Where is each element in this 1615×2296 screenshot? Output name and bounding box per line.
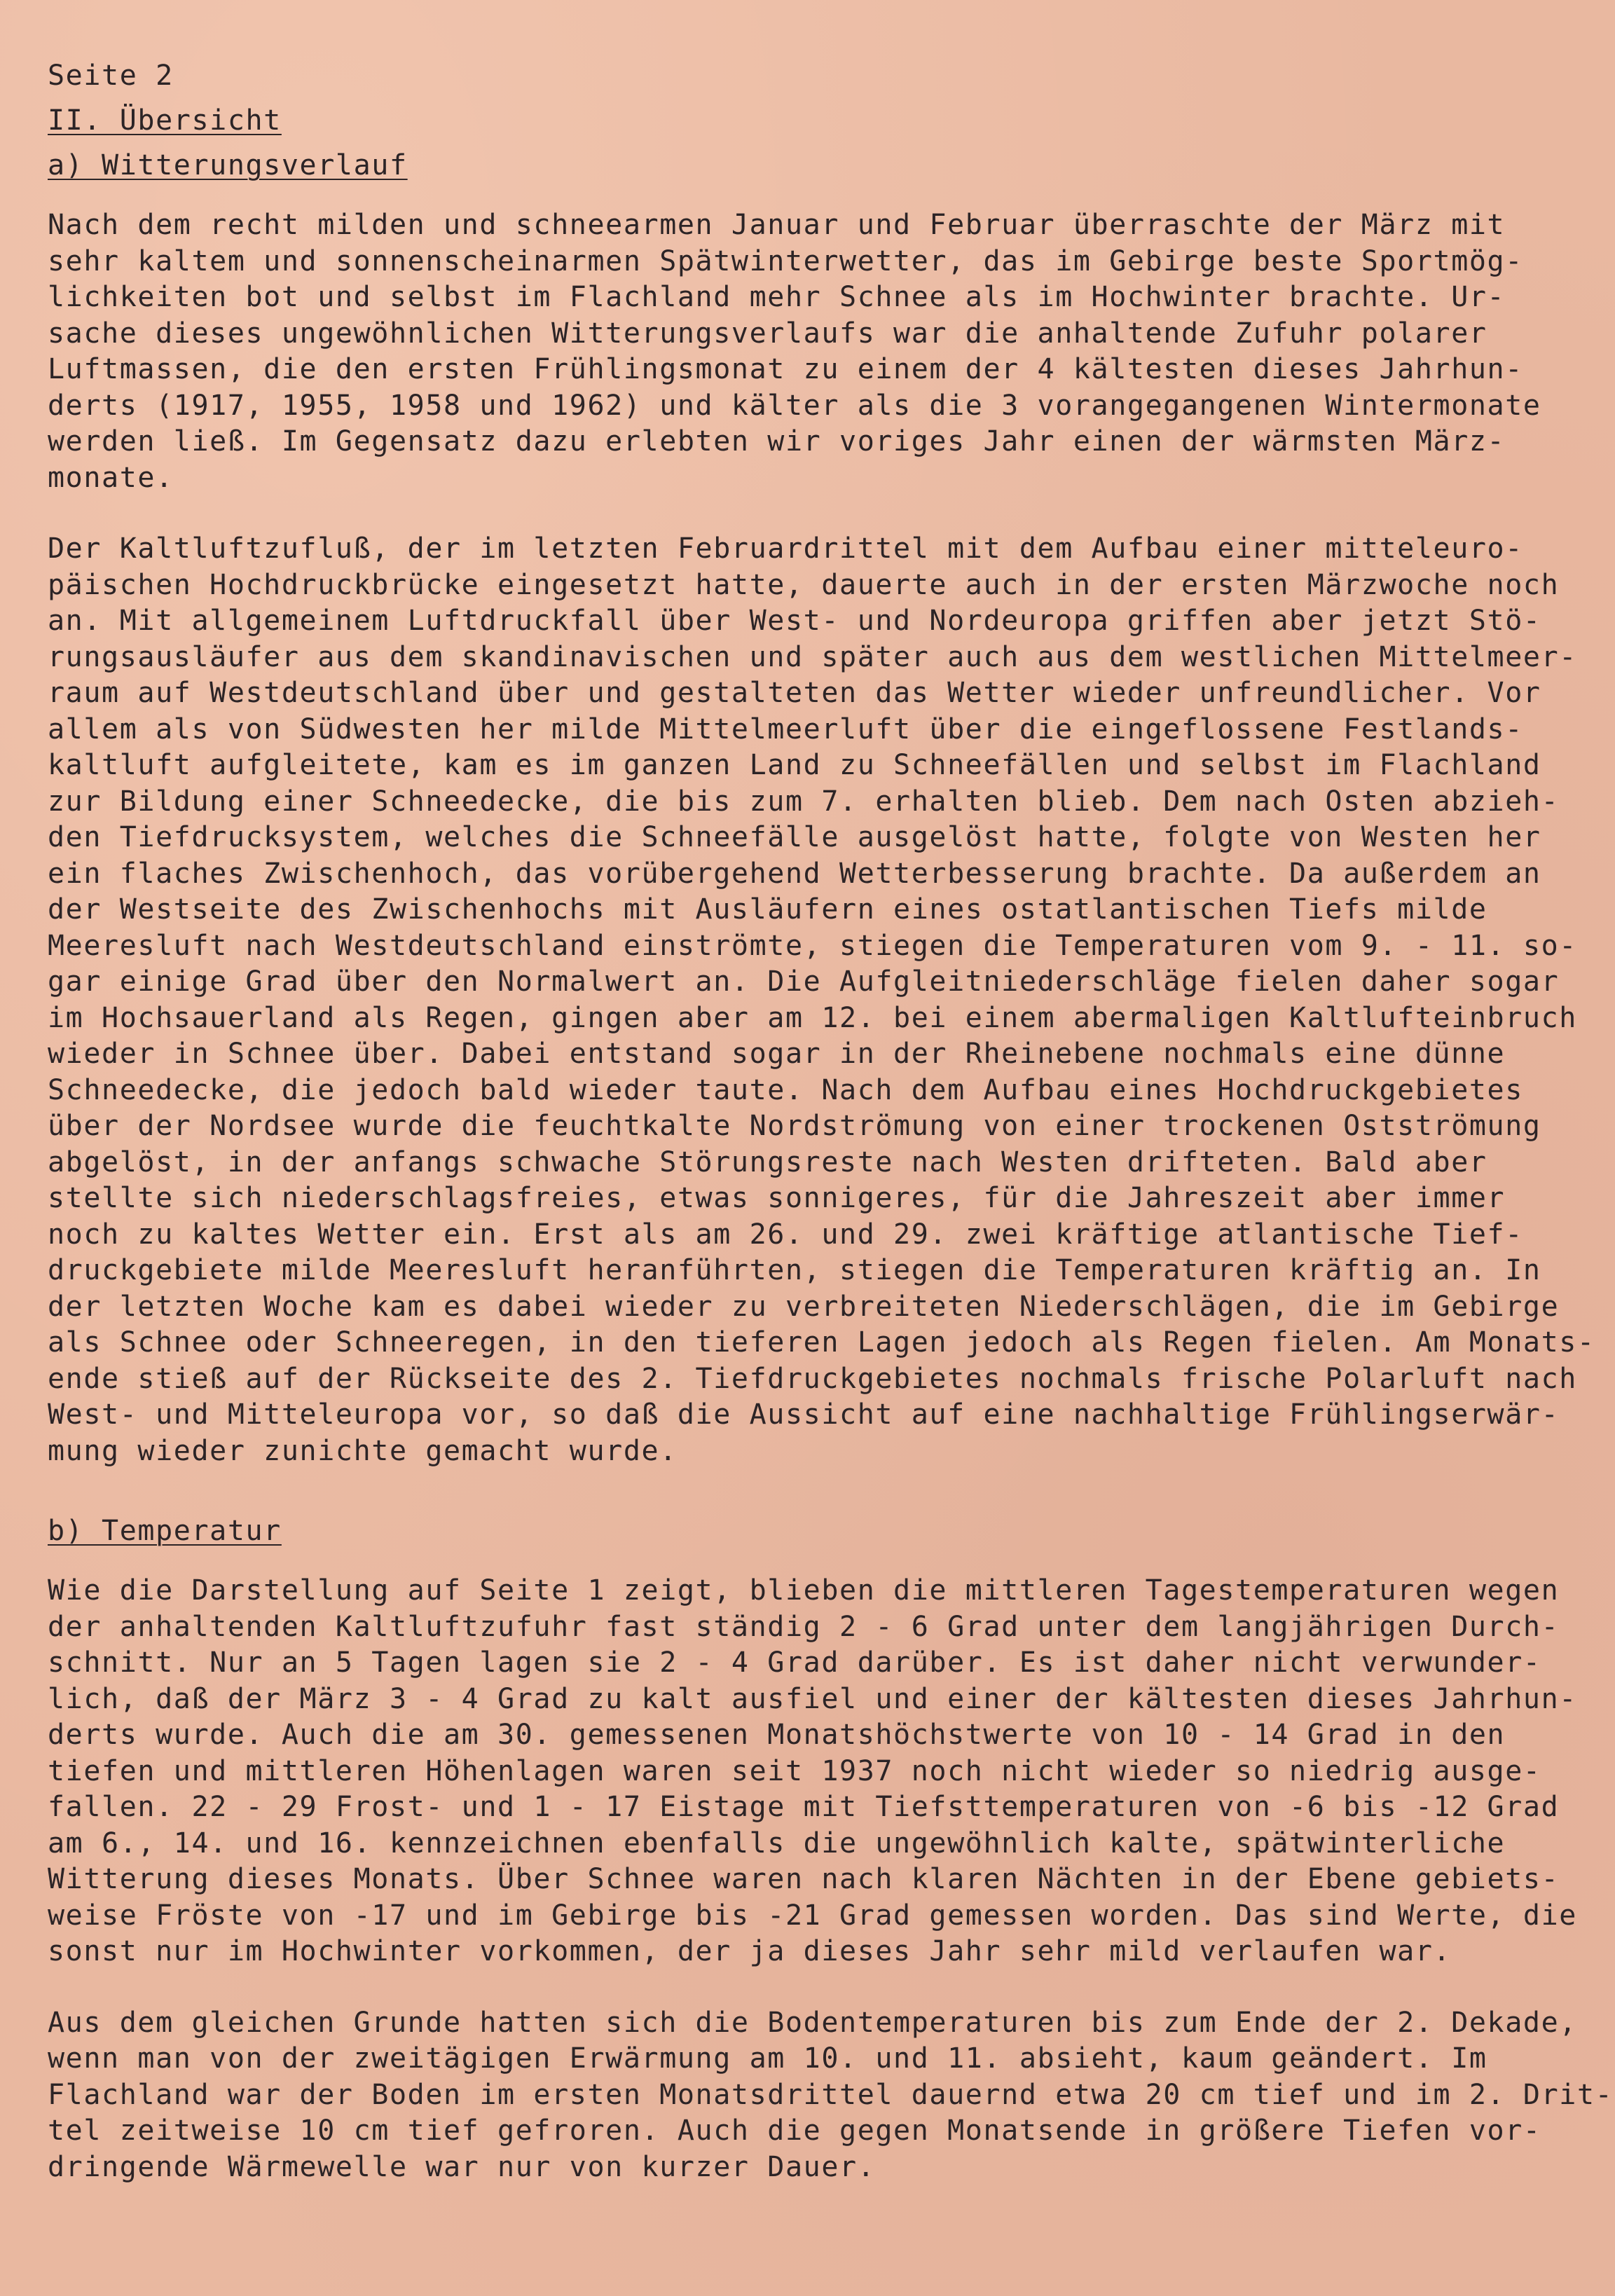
text-line: werden ließ. Im Gegensatz dazu erlebten wir voriges Jahr einen der wärmsten März- — [48, 425, 1506, 458]
text-line: derts (1917, 1955, 1958 und 1962) und kälter als die 3 vorangegangenen Wintermonate — [48, 389, 1541, 422]
text-line: weise Fröste von -17 und im Gebirge bis -21 Grad gemessen worden. Das sind Werte, die — [48, 1899, 1577, 1932]
spacer — [48, 188, 1615, 207]
text-line: wenn man von der zweitägigen Erwärmung am 10. und 11. absieht, kaum geändert. Im — [48, 2042, 1487, 2075]
witterungsverlauf-paragraph-2 — [48, 531, 1615, 1469]
text-line: Der Kaltluftzufluß, der im letzten Februardrittel mit dem Aufbau einer mitteleuro- — [48, 532, 1523, 565]
text-line: tel zeitweise 10 cm tief gefroren. Auch die gegen Monatsende in größere Tiefen vor- — [48, 2115, 1541, 2147]
text-line: wieder in Schnee über. Dabei entstand sogar in der Rheinebene nochmals eine dünne — [48, 1038, 1506, 1070]
text-line: rungsausläufer aus dem skandinavischen und später auch aus dem westlichen Mittelmeer- — [48, 640, 1577, 673]
text-line: druckgebiete milde Meeresluft heranführten, stiegen die Temperaturen kräftig an. In — [48, 1254, 1541, 1286]
text-line: gar einige Grad über den Normalwert an. Die Aufgleitniederschläge fielen daher sogar — [48, 965, 1560, 998]
text-line: abgelöst, in der anfangs schwache Störungsreste nach Westen drifteten. Bald aber — [48, 1146, 1487, 1178]
text-line: ende stieß auf der Rückseite des 2. Tiefdruckgebietes nochmals frische Polarluft nach — [48, 1362, 1577, 1395]
text-line: im Hochsauerland als Regen, gingen aber am 12. bei einem abermaligen Kaltlufteinbruch — [48, 1001, 1577, 1034]
text-line: kaltluft aufgleitete, kam es im ganzen Land zu Schneefällen und selbst im Flachland — [48, 749, 1541, 781]
text-line: Luftmassen, die den ersten Frühlingsmonat zu einem der 4 kältesten dieses Jahrhun- — [48, 353, 1523, 385]
text-line: zur Bildung einer Schneedecke, die bis zum 7. erhalten blieb. Dem nach Osten abzieh- — [48, 785, 1560, 818]
temperatur-paragraph-2 — [48, 2005, 1615, 2186]
subsection-title-witterungsverlauf: a) Witterungsverlauf — [48, 149, 408, 181]
text-line: Wie die Darstellung auf Seite 1 zeigt, blieben die mittleren Tagestemperaturen wegen — [48, 1574, 1560, 1607]
text-line: Aus dem gleichen Grunde hatten sich die Bodentemperaturen bis zum Ende der 2. Dekade, — [48, 2006, 1577, 2039]
text-line: päischen Hochdruckbrücke eingesetzt hatte, dauerte auch in der ersten Märzwoche noch — [48, 568, 1560, 601]
text-line: derts wurde. Auch die am 30. gemessenen Monatshöchstwerte von 10 - 14 Grad in den — [48, 1719, 1506, 1751]
text-line: tiefen und mittleren Höhenlagen waren seit 1937 noch nicht wieder so niedrig ausge- — [48, 1754, 1541, 1787]
subsection-title-temperatur: b) Temperatur — [48, 1515, 282, 1547]
text-line: der letzten Woche kam es dabei wieder zu verbreiteten Niederschlägen, die im Gebirge — [48, 1290, 1560, 1323]
text-line: mung wieder zunichte gemacht wurde. — [48, 1434, 678, 1467]
text-line: ein flaches Zwischenhoch, das vorübergehend Wetterbesserung brachte. Da außerdem an — [48, 857, 1541, 890]
text-line: am 6., 14. und 16. kennzeichnen ebenfalls die ungewöhnlich kalte, spätwinterliche — [48, 1827, 1506, 1860]
spacer — [48, 496, 1615, 531]
spacer — [48, 1553, 1615, 1573]
text-line: sonst nur im Hochwinter vorkommen, der ja dieses Jahr sehr mild verlaufen war. — [48, 1935, 1452, 1967]
text-line: lichkeiten bot und selbst im Flachland mehr Schnee als im Hochwinter brachte. Ur- — [48, 281, 1506, 313]
text-line: den Tiefdrucksystem, welches die Schneefälle ausgelöst hatte, folgte von Westen her — [48, 821, 1541, 853]
text-line: sehr kaltem und sonnenscheinarmen Spätwinterwetter, das im Gebirge beste Sportmög- — [48, 245, 1523, 277]
text-line: monate. — [48, 461, 174, 494]
page-number-label: Seite 2 — [48, 60, 174, 92]
temperatur-paragraph-1 — [48, 1573, 1615, 1970]
text-line: an. Mit allgemeinem Luftdruckfall über West- und Nordeuropa griffen aber jetzt Stö- — [48, 605, 1541, 637]
text-line: West- und Mitteleuropa vor, so daß die Aussicht auf eine nachhaltige Frühlingserwär- — [48, 1398, 1560, 1431]
text-line: als Schnee oder Schneeregen, in den tieferen Lagen jedoch als Regen fielen. Am Monats- — [48, 1326, 1595, 1359]
text-line: stellte sich niederschlagsfreies, etwas sonnigeres, für die Jahreszeit aber immer — [48, 1182, 1506, 1214]
text-line: Witterung dieses Monats. Über Schnee waren nach klaren Nächten in der Ebene gebiets- — [48, 1863, 1560, 1895]
typed-report-page — [48, 53, 1615, 2185]
text-line: über der Nordsee wurde die feuchtkalte Nordströmung von einer trockenen Ostströmung — [48, 1110, 1541, 1142]
text-line: sache dieses ungewöhnlichen Witterungsverlaufs war die anhaltende Zufuhr polarer — [48, 317, 1487, 350]
text-line: Schneedecke, die jedoch bald wieder taute. Nach dem Aufbau eines Hochdruckgebietes — [48, 1073, 1523, 1106]
text-line: lich, daß der März 3 - 4 Grad zu kalt ausfiel und einer der kältesten dieses Jahrhun- — [48, 1682, 1577, 1715]
spacer — [48, 1970, 1615, 2005]
spacer — [48, 1469, 1615, 1508]
witterungsverlauf-paragraph-1 — [48, 207, 1615, 496]
text-line: Meeresluft nach Westdeutschland einströmte, stiegen die Temperaturen vom 9. - 11. so- — [48, 929, 1577, 962]
text-line: allem als von Südwesten her milde Mittelmeerluft über die eingeflossene Festlands- — [48, 713, 1523, 745]
text-line: der anhaltenden Kaltluftzufuhr fast ständig 2 - 6 Grad unter dem langjährigen Durch- — [48, 1610, 1560, 1643]
text-line: fallen. 22 - 29 Frost- und 1 - 17 Eistage mit Tiefsttemperaturen von -6 bis -12 Grad — [48, 1791, 1560, 1823]
text-line: Nach dem recht milden und schneearmen Januar und Februar überraschte der März mit — [48, 209, 1506, 241]
text-line: der Westseite des Zwischenhochs mit Ausläufern eines ostatlantischen Tiefs milde — [48, 893, 1487, 926]
section-title: II. Übersicht — [48, 104, 282, 137]
text-line: dringende Wärmewelle war nur von kurzer Dauer. — [48, 2150, 876, 2183]
text-line: raum auf Westdeutschland über und gestalteten das Wetter wieder unfreundlicher. Vor — [48, 677, 1541, 709]
text-line: Flachland war der Boden im ersten Monatsdrittel dauernd etwa 20 cm tief und im 2. Drit- — [48, 2078, 1614, 2111]
text-line: schnitt. Nur an 5 Tagen lagen sie 2 - 4 Grad darüber. Es ist daher nicht verwunder- — [48, 1647, 1541, 1679]
text-line: noch zu kaltes Wetter ein. Erst als am 26. und 29. zwei kräftige atlantische Tief- — [48, 1218, 1523, 1251]
